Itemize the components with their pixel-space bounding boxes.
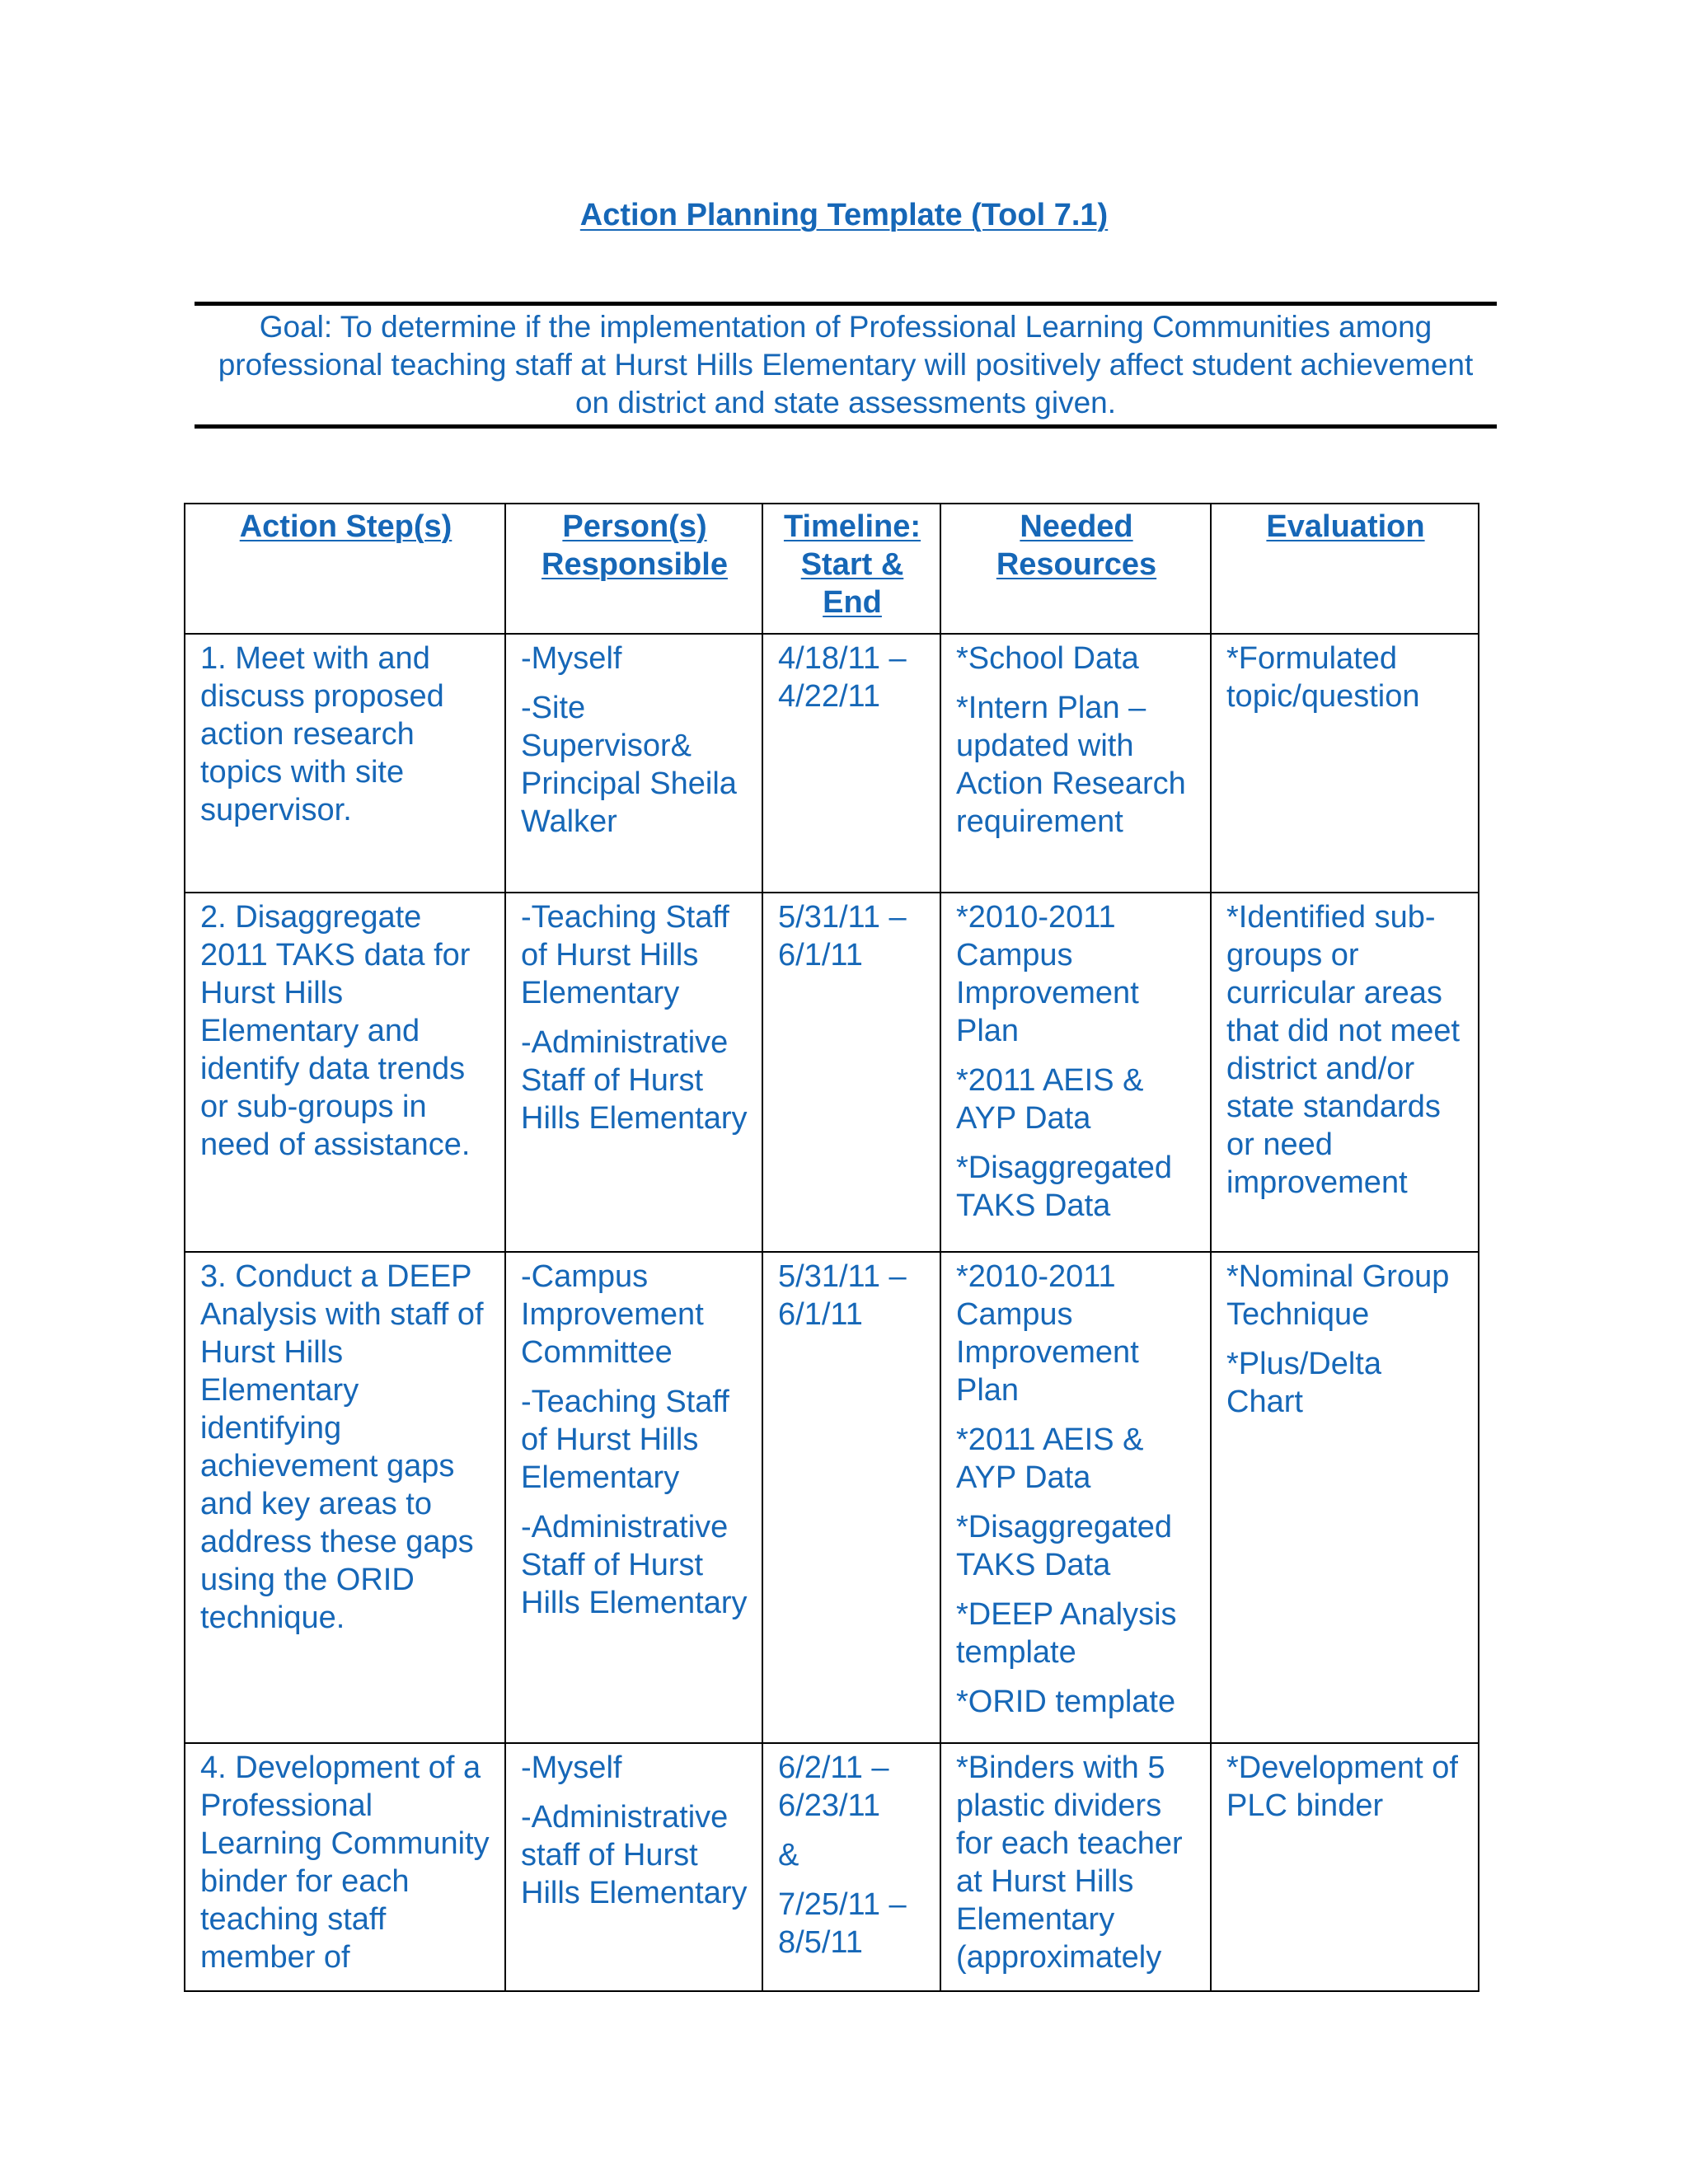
timeline-text: 5/31/11 – 6/1/11: [778, 1259, 907, 1332]
needed-resources-text: *Intern Plan – updated with Action Research requirement: [956, 691, 1186, 839]
timeline-cell: [762, 634, 940, 893]
action-step-cell: [185, 893, 505, 1252]
header-evaluation: Evaluation: [1211, 504, 1479, 634]
table-row: [185, 1743, 1479, 1991]
table-row: [185, 893, 1479, 1252]
header-timeline: Timeline: Start & End: [762, 504, 940, 634]
action-step-text: 3. Conduct a DEEP Analysis with staff of Hurst Hills Elementary identifying achievement gaps and key areas to address these gaps using the ORID technique.: [200, 1259, 484, 1635]
needed-resources-text: *2010-2011 Campus Improvement Plan: [956, 900, 1139, 1048]
persons-responsible-cell: [505, 634, 762, 893]
needed-resources-text: *Disaggregated TAKS Data: [956, 1510, 1172, 1582]
timeline-text: 7/25/11 – 8/5/11: [778, 1887, 907, 1960]
persons-responsible-text: -Administrative Staff of Hurst Hills Elementary: [521, 1510, 748, 1620]
timeline-cell: [762, 1743, 940, 1991]
timeline-text: 6/2/11 – 6/23/11: [778, 1750, 889, 1823]
header-persons-responsible: Person(s) Responsible: [505, 504, 762, 634]
action-plan-table: [184, 503, 1479, 1992]
action-step-text: 4. Development of a Professional Learning Community binder for each teaching staff member of: [200, 1750, 490, 1975]
goal-statement: Goal: To determine if the implementation of Professional Learning Communities among professional teaching staff at Hurst Hills Elementary will positively affect student achievement on district and state assessments given.: [218, 310, 1474, 419]
needed-resources-text: *School Data: [956, 641, 1139, 676]
evaluation-text: *Formulated topic/question: [1226, 641, 1420, 714]
timeline-text: &: [778, 1838, 799, 1872]
persons-responsible-text: -Administrative staff of Hurst Hills Elementary: [521, 1800, 748, 1910]
header-action-steps: Action Step(s): [185, 504, 505, 634]
timeline-text: 4/18/11 – 4/22/11: [778, 641, 907, 714]
needed-resources-text: *2010-2011 Campus Improvement Plan: [956, 1259, 1139, 1408]
evaluation-cell: [1211, 893, 1479, 1252]
goal-statement-box: [195, 302, 1497, 429]
evaluation-text: *Development of PLC binder: [1226, 1750, 1458, 1823]
action-step-text: 2. Disaggregate 2011 TAKS data for Hurst Hills Elementary and identify data trends or sub-groups in need of assistance.: [200, 900, 471, 1162]
timeline-cell: [762, 1252, 940, 1743]
evaluation-text: *Nominal Group Technique: [1226, 1259, 1450, 1332]
needed-resources-cell: [940, 893, 1211, 1252]
table-row: [185, 1252, 1479, 1743]
table-row: [185, 634, 1479, 893]
evaluation-text: *Plus/Delta Chart: [1226, 1347, 1381, 1419]
persons-responsible-text: -Teaching Staff of Hurst Hills Elementary: [521, 1385, 729, 1495]
needed-resources-text: *ORID template: [956, 1685, 1176, 1719]
persons-responsible-text: -Teaching Staff of Hurst Hills Elementary: [521, 900, 729, 1010]
evaluation-cell: [1211, 1252, 1479, 1743]
needed-resources-text: *2011 AEIS & AYP Data: [956, 1063, 1144, 1136]
needed-resources-cell: [940, 1252, 1211, 1743]
needed-resources-text: *Binders with 5 plastic dividers for each teacher at Hurst Hills Elementary (approximately: [956, 1750, 1183, 1975]
persons-responsible-cell: [505, 1743, 762, 1991]
action-step-cell: [185, 1743, 505, 1991]
table-body: [185, 634, 1479, 1991]
action-step-cell: [185, 634, 505, 893]
table-header-row: [185, 504, 1479, 634]
timeline-cell: [762, 893, 940, 1252]
persons-responsible-cell: [505, 1252, 762, 1743]
header-needed-resources: Needed Resources: [940, 504, 1211, 634]
persons-responsible-text: -Campus Improvement Committee: [521, 1259, 704, 1370]
persons-responsible-text: -Myself: [521, 641, 622, 676]
action-step-text: 1. Meet with and discuss proposed action research topics with site supervisor.: [200, 641, 444, 827]
evaluation-text: *Identified sub-groups or curricular areas that did not meet district and/or state standards or need improvement: [1226, 900, 1461, 1200]
page-title: Action Planning Template (Tool 7.1): [579, 198, 1109, 232]
action-step-cell: [185, 1252, 505, 1743]
needed-resources-cell: [940, 1743, 1211, 1991]
persons-responsible-text: -Administrative Staff of Hurst Hills Elementary: [521, 1025, 748, 1136]
persons-responsible-text: -Site Supervisor& Principal Sheila Walker: [521, 691, 737, 839]
persons-responsible-text: -Myself: [521, 1750, 622, 1785]
evaluation-cell: [1211, 634, 1479, 893]
evaluation-cell: [1211, 1743, 1479, 1991]
persons-responsible-cell: [505, 893, 762, 1252]
needed-resources-text: *DEEP Analysis template: [956, 1597, 1177, 1670]
needed-resources-text: *2011 AEIS & AYP Data: [956, 1422, 1144, 1495]
needed-resources-text: *Disaggregated TAKS Data: [956, 1151, 1172, 1223]
needed-resources-cell: [940, 634, 1211, 893]
timeline-text: 5/31/11 – 6/1/11: [778, 900, 907, 972]
